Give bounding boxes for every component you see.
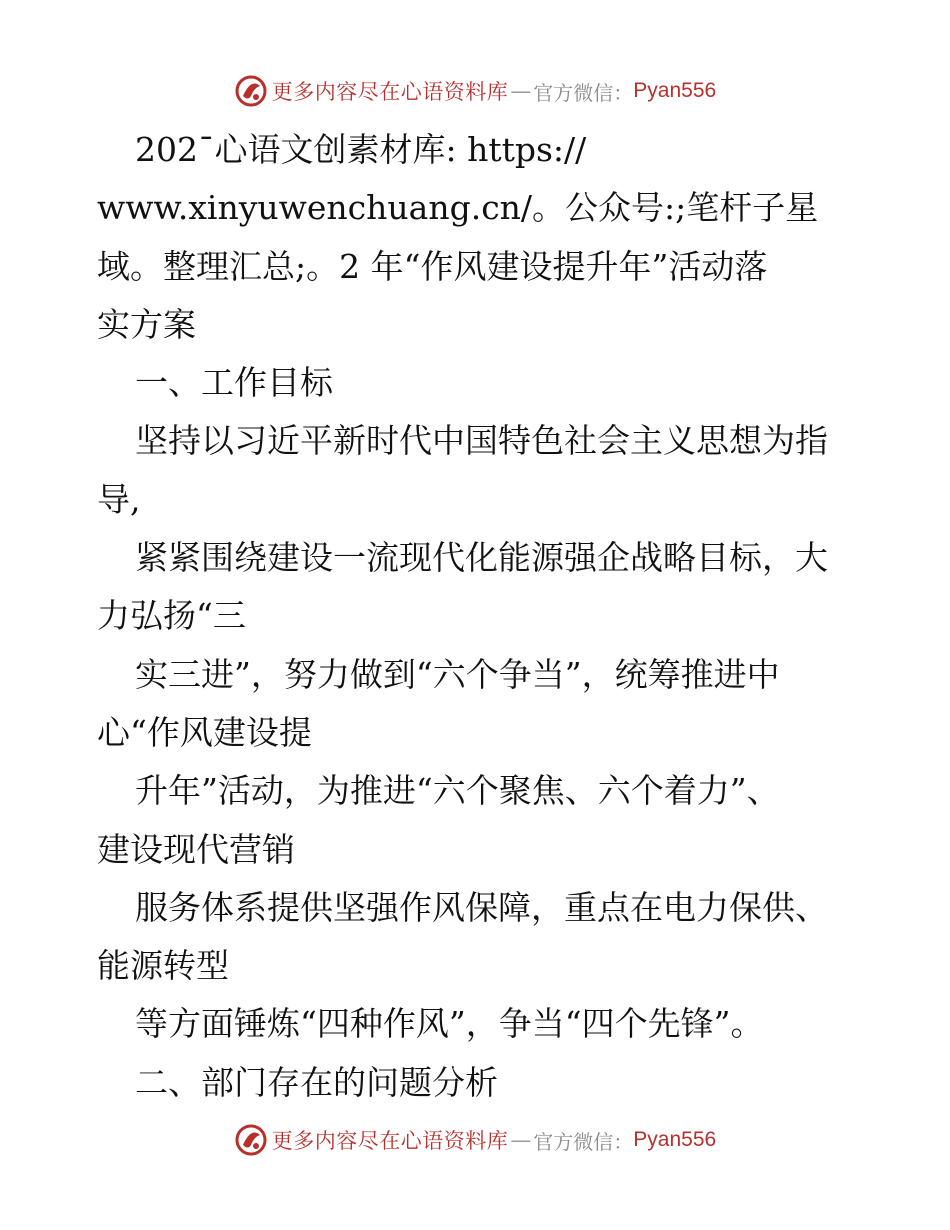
watermark-wechat-label: 官方微信： (533, 80, 634, 105)
watermark-dash: — (510, 79, 532, 103)
document-body (97, 121, 857, 1112)
text-line: 心“作风建设提 (97, 712, 312, 752)
section-heading: 一、工作目标 (135, 363, 333, 403)
text-line: 升年”活动，为推进“六个聚焦、六个着力”、 (135, 771, 780, 811)
watermark-wechat-id: Pyan556 (633, 1128, 717, 1151)
text-line: 等方面锤炼“四种作风”，争当“四个先锋”。 (135, 1004, 764, 1044)
watermark-dash: — (510, 1128, 532, 1152)
header-watermark (0, 71, 950, 111)
text-line: 实方案 (97, 304, 196, 344)
red-swirl-logo-icon (234, 74, 268, 108)
text-line: 域。整理汇总;。2 年“作风建设提升年”活动落 (97, 246, 768, 286)
watermark-text: 更多内容尽在心语资料库 (271, 1129, 509, 1153)
text-line: 紧紧围绕建设一流现代化能源强企战略目标，大 (135, 538, 828, 578)
text-line: 能源转型 (97, 946, 229, 986)
watermark-wechat-label: 官方微信： (533, 1129, 634, 1154)
text-line: 服务体系提供坚强作风保障，重点在电力保供、 (135, 887, 828, 927)
text-line: 坚持以习近平新时代中国特色社会主义思想为指 (135, 421, 828, 461)
text-line: 202¯心语文创素材库: https:// (135, 130, 587, 169)
text-line: 力弘扬“三 (97, 596, 246, 636)
text-line: 实三进”，努力做到“六个争当”，统筹推进中 (135, 654, 780, 694)
footer-watermark (0, 1120, 950, 1160)
watermark-text: 更多内容尽在心语资料库 (271, 80, 509, 104)
text-line: 导, (97, 479, 141, 519)
watermark-wechat-id: Pyan556 (633, 79, 717, 102)
text-line: www.xinyuwenchuang.cn/。公众号:;笔杆子星 (97, 188, 819, 228)
section-heading: 二、部门存在的问题分析 (135, 1062, 498, 1102)
text-line: 建设现代营销 (97, 829, 295, 869)
red-swirl-logo-icon (234, 1123, 268, 1157)
